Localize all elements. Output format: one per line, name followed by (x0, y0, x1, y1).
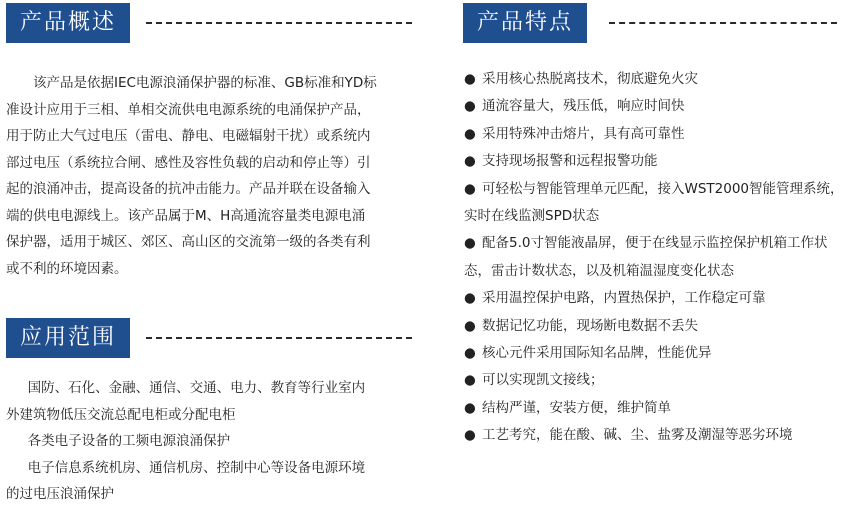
feature-text: 支持现场报警和远程报警功能 (482, 153, 658, 170)
application-item: 国防、石化、金融、通信、交通、电力、教育等行业室内外建筑物低压交流总配电柜或分配电柜 (6, 380, 366, 423)
feature-text: 通流容量大，残压低，响应时间快 (482, 98, 685, 115)
feature-text: 采用核心热脱离技术，彻底避免火灾 (482, 71, 698, 87)
feature-text: 配备5.0寸智能液晶屏，便于在线显示监控保护机箱工作状态，雷击计数状态，以及机箱温湿度变化状态 (464, 235, 828, 279)
bullet-icon: ● (464, 180, 476, 197)
feature-item (464, 395, 846, 422)
feature-item (464, 66, 846, 93)
feature-text: 结构严谨，安装方便，维护简单 (482, 399, 671, 416)
application-title: 应用范围 (6, 318, 130, 358)
bullet-icon: ● (464, 427, 476, 444)
bullet-icon: ● (464, 98, 476, 115)
bullet-icon: ● (464, 290, 476, 307)
feature-item (464, 148, 846, 175)
overview-title: 产品概述 (6, 3, 130, 43)
application-divider (146, 337, 412, 339)
application-item: 各类电子设备的工频电源浪涌保护 (27, 433, 231, 449)
bullet-icon: ● (464, 317, 476, 334)
feature-text: 数据记忆功能，现场断电数据不丢失 (482, 317, 698, 334)
bullet-icon: ● (464, 71, 476, 87)
features-list (464, 66, 846, 450)
feature-text: 采用特殊冲击熔片，具有高可靠性 (482, 125, 685, 142)
application-header (6, 318, 412, 358)
feature-item (464, 176, 846, 231)
bullet-icon: ● (464, 125, 476, 142)
feature-item (464, 340, 846, 367)
feature-text: 工艺考究，能在酸、碱、尘、盐雾及潮湿等恶劣环境 (482, 427, 793, 444)
bullet-icon: ● (464, 153, 476, 170)
feature-item (464, 313, 846, 340)
overview-divider (146, 22, 412, 24)
overview-header (6, 3, 412, 43)
features-title: 产品特点 (463, 3, 587, 43)
feature-item (464, 422, 846, 449)
features-divider (609, 22, 837, 24)
feature-item (464, 93, 846, 120)
bullet-icon: ● (464, 345, 476, 362)
bullet-icon: ● (464, 235, 476, 252)
application-list (6, 375, 378, 508)
feature-item (464, 121, 846, 148)
bullet-icon: ● (464, 399, 476, 416)
features-header (463, 3, 837, 43)
feature-item (464, 285, 846, 312)
application-item: 电子信息系统机房、通信机房、控制中心等设备电源环境的过电压浪涌保护 (6, 459, 366, 502)
feature-text: 采用温控保护电路，内置热保护，工作稳定可靠 (482, 290, 766, 307)
feature-text: 可以实现凯文接线； (482, 372, 604, 389)
feature-item (464, 367, 846, 394)
overview-paragraph: 该产品是依据IEC电源浪涌保护器的标准、GB标准和YD标准设计应用于三相、单相交流供电电源系统的电涌保护产品，用于防止大气过电压（雷电、静电、电磁辐射干扰）或系统内部过电压（系统拉合闸、感性及容性负载的启动和停止等）引起的浪涌冲击，提高设备的抗冲击能力。产品并联在设备输入端的供电电源线上。该产品属于M、H高通流容量类电源电涌保护器，适用于城区、郊区、高山区的交流第一级的各类有利或不利的环境因素。 (6, 75, 377, 277)
feature-text: 核心元件采用国际知名品牌，性能优异 (482, 345, 712, 362)
feature-item (464, 230, 846, 285)
bullet-icon: ● (464, 372, 476, 389)
feature-text: 可轻松与智能管理单元匹配，接入WST2000智能管理系统，实时在线监测SPD状态 (464, 180, 844, 225)
